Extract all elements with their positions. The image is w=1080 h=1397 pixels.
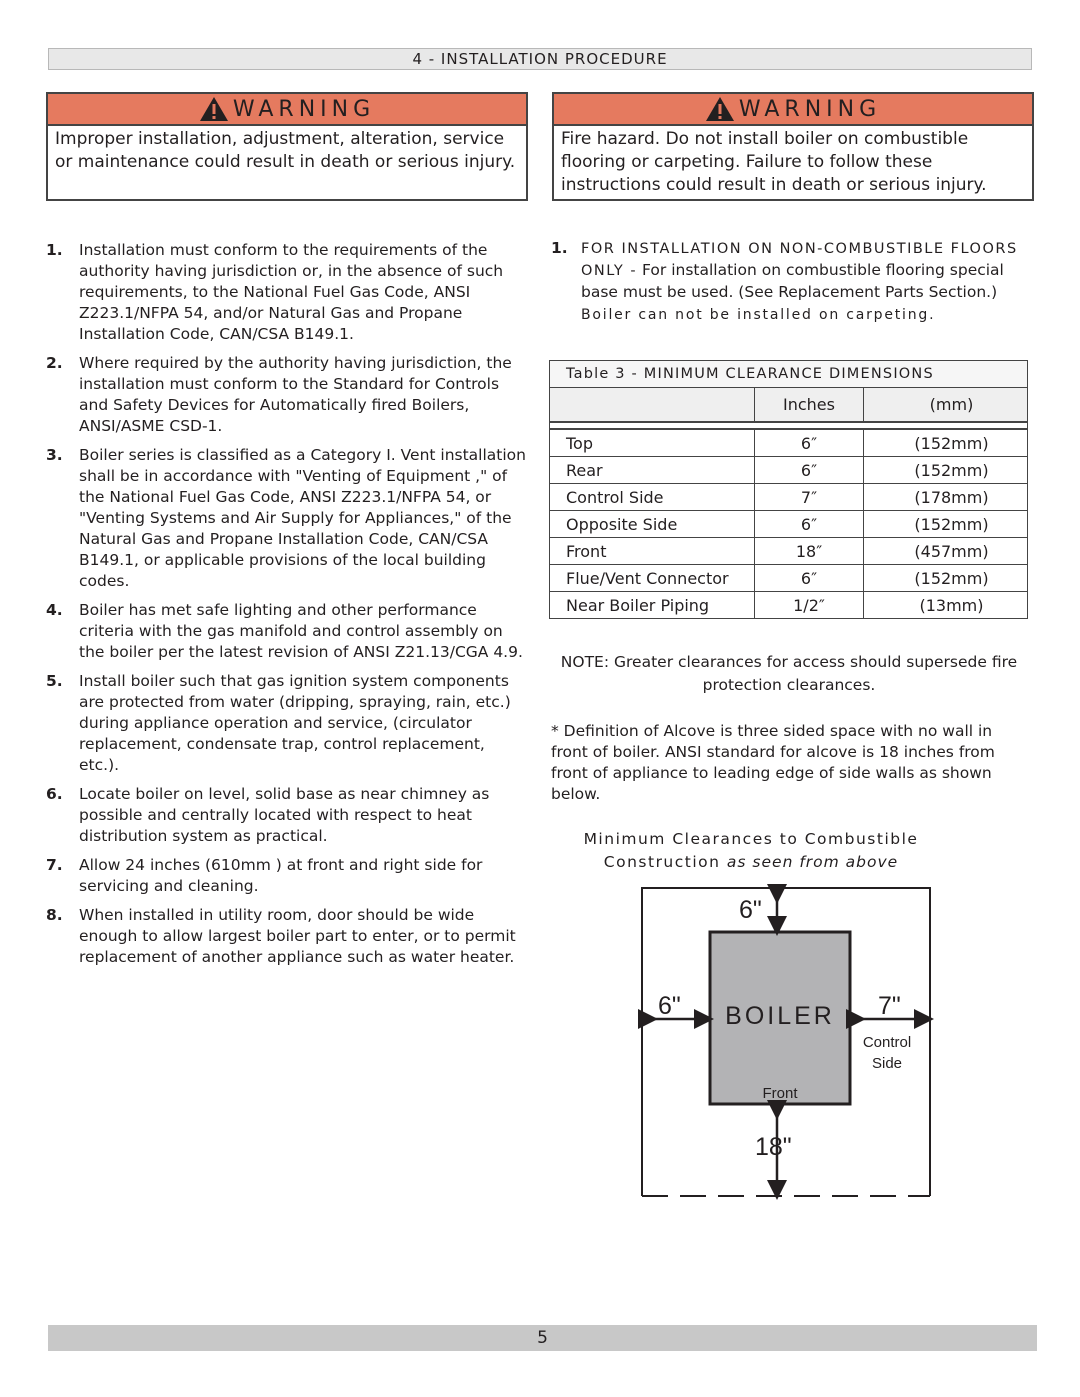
table-row xyxy=(550,592,1027,619)
figure-title-italic: as seen from above xyxy=(726,853,899,871)
clearance-note: NOTE: Greater clearances for access should supersede fire protection clearances. xyxy=(560,653,1018,694)
floor-note-spaced: Boiler can not be installed on carpeting. xyxy=(581,307,936,323)
list-item xyxy=(46,671,528,776)
item-text: Install boiler such that gas ignition system components are protected from water (dripping, spraying, rain, etc.) during appliance operation and service, (circulator replacement, condensate trap, control replacement, etc.). xyxy=(79,672,511,774)
table-cell: 6″ xyxy=(755,565,864,592)
table-cell: Top xyxy=(550,429,755,457)
table-cell: 18″ xyxy=(755,538,864,565)
table-row xyxy=(550,484,1027,511)
item-number: 8. xyxy=(46,906,63,924)
section-header: 4 - INSTALLATION PROCEDURE xyxy=(48,48,1032,70)
left-clearance-label: 6" xyxy=(658,992,681,1020)
table-cell: Flue/Vent Connector xyxy=(550,565,755,592)
table-header-cell: Inches xyxy=(755,388,864,422)
table-cell: (152mm) xyxy=(864,565,1028,592)
list-item xyxy=(46,240,528,345)
table-row xyxy=(550,565,1027,592)
table-cell: 7″ xyxy=(755,484,864,511)
list-item xyxy=(46,600,528,663)
list-item xyxy=(46,445,528,592)
table-cell: Opposite Side xyxy=(550,511,755,538)
item-number: 3. xyxy=(46,446,63,464)
table-cell: 1/2″ xyxy=(755,592,864,619)
item-number: 1. xyxy=(46,241,63,259)
warning-box-left xyxy=(46,92,528,201)
table-row xyxy=(550,538,1027,565)
warning-triangle-icon xyxy=(199,96,229,122)
warning-label: WARNING xyxy=(738,96,882,122)
table-row xyxy=(550,429,1027,457)
warning-bar xyxy=(554,94,1032,126)
warning-triangle-icon xyxy=(705,96,735,122)
item-number: 2. xyxy=(46,354,63,372)
table-cell: (152mm) xyxy=(864,511,1028,538)
table-cell: (152mm) xyxy=(864,429,1028,457)
floor-note-caps: FOR INSTALLATION ON NON-COMBUSTIBLE FLOORS ONLY - xyxy=(581,241,1018,279)
figure-title xyxy=(551,828,951,874)
table-cell: Control Side xyxy=(550,484,755,511)
item-text xyxy=(581,238,1031,326)
warning-text: Improper installation, adjustment, alteration, service or maintenance could result in death or serious injury. xyxy=(55,129,516,172)
table-header-row xyxy=(550,388,1027,422)
control-side-label: Control xyxy=(862,1034,912,1051)
item-number: 6. xyxy=(46,785,63,803)
table-cell: (152mm) xyxy=(864,457,1028,484)
table-cell: (457mm) xyxy=(864,538,1028,565)
table-cell: 6″ xyxy=(755,429,864,457)
clearance-table xyxy=(549,360,1028,619)
figure-title-line1: Minimum Clearances to Combustible xyxy=(583,830,919,848)
warning-text: Fire hazard. Do not install boiler on combustible flooring or carpeting. Failure to follow these instructions could result in death or serious injury. xyxy=(561,129,987,195)
figure-title-line2 xyxy=(551,851,951,874)
item-number: 7. xyxy=(46,856,63,874)
top-clearance-label: 6" xyxy=(739,896,762,924)
alcove-definition: * Definition of Alcove is three sided space with no wall in front of boiler. ANSI standard for alcove is 18 inches from front of appliance to leading edge of side walls as shown below. xyxy=(551,722,995,803)
list-item xyxy=(46,353,528,437)
warning-bar xyxy=(48,94,526,126)
list-item xyxy=(551,238,1031,326)
item-text: Locate boiler on level, solid base as near chimney as possible and centrally located with respect to heat distribution system as practical. xyxy=(79,785,490,845)
warning-label: WARNING xyxy=(232,96,376,122)
table-header-cell: (mm) xyxy=(864,388,1028,422)
item-text: Installation must conform to the requirements of the authority having jurisdiction or, in the absence of such requirements, to the National Fuel Gas Code, ANSI Z223.1/NFPA 54, and/or Natural Gas and Propane Installation Code, CAN/CSA B149.1. xyxy=(79,241,504,343)
list-item xyxy=(46,784,528,847)
item-text: Boiler has met safe lighting and other performance criteria with the gas manifold and control assembly on the boiler per the latest revision of ANSI Z21.13/CGA 4.9. xyxy=(79,601,523,661)
right-clearance-label: 7" xyxy=(878,992,901,1020)
table-row xyxy=(550,457,1027,484)
item-text: When installed in utility room, door should be wide enough to allow largest boiler part to enter, or to permit replacement of another appliance such as water heater. xyxy=(79,906,516,966)
boiler-label: BOILER xyxy=(725,1002,835,1030)
control-side-label: Side xyxy=(871,1055,903,1072)
table-cell: Rear xyxy=(550,457,755,484)
item-number: 1. xyxy=(551,239,568,257)
front-clearance-label: 18" xyxy=(755,1133,792,1161)
item-text: Boiler series is classified as a Category I. Vent installation shall be in accordance with "Venting of Equipment ," of the National Fuel Gas Code, ANSI Z223.1/NFPA 54, or "Venting Systems and Air Supply for Appliances," of the Natural Gas and Propane Installation Code, CAN/CSA B149.1, or applicable provisions of the local building codes. xyxy=(79,446,526,590)
list-item xyxy=(46,855,528,897)
table-cell: 6″ xyxy=(755,457,864,484)
table-header-cell xyxy=(550,388,755,422)
table-cell: Front xyxy=(550,538,755,565)
warning-box-right xyxy=(552,92,1034,201)
item-text: Allow 24 inches (610mm ) at front and right side for servicing and cleaning. xyxy=(79,856,483,895)
floor-note-text: For installation on combustible flooring special base must be used. (See Replacement Parts Section.) xyxy=(581,261,1004,301)
table-row xyxy=(550,511,1027,538)
procedure-list xyxy=(46,240,528,976)
front-label: Front xyxy=(762,1085,798,1102)
floor-note xyxy=(551,238,1031,326)
list-item xyxy=(46,905,528,968)
item-number: 5. xyxy=(46,672,63,690)
table-cell: (13mm) xyxy=(864,592,1028,619)
table-cell: 6″ xyxy=(755,511,864,538)
item-text: Where required by the authority having jurisdiction, the installation must conform to the Standard for Controls and Safety Devices for Automatically fired Boilers, ANSI/ASME CSD-1. xyxy=(79,354,512,435)
figure-title-construction: Construction xyxy=(603,853,721,871)
table-cell: (178mm) xyxy=(864,484,1028,511)
clearance-diagram xyxy=(638,884,938,1204)
table-cell: Near Boiler Piping xyxy=(550,592,755,619)
item-number: 4. xyxy=(46,601,63,619)
page-number: 5 xyxy=(48,1325,1037,1351)
table-title: Table 3 - MINIMUM CLEARANCE DIMENSIONS xyxy=(550,361,1027,388)
